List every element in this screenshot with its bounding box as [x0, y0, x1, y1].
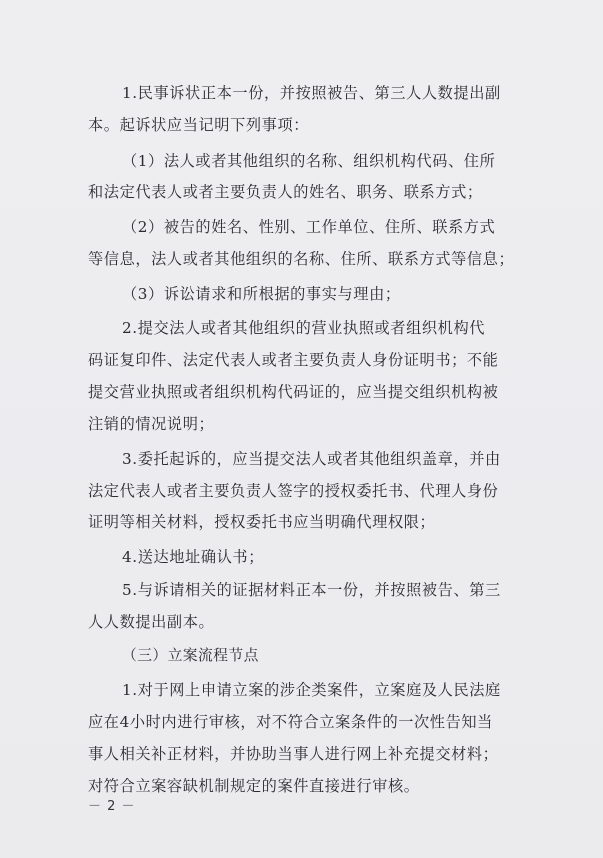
text-line: 3.委托起诉的，应当提交法人或者其他组织盖章，并由: [122, 450, 501, 468]
text-line: 5.与诉请相关的证据材料正本一份，并按照被告、第三: [122, 581, 501, 599]
section-heading: （三）立案流程节点: [122, 647, 259, 664]
text-line: 应在4小时内进行审核，对不符合立案条件的一次性告知当: [88, 713, 493, 731]
text-line: （3）诉讼请求和所根据的事实与理由；: [122, 285, 401, 303]
text-line: 1.民事诉状正本一份，并按照被告、第三人人数提出副: [122, 84, 501, 102]
text-line: 对符合立案容缺机制规定的案件直接进行审核。: [88, 777, 420, 795]
text-line: 法定代表人或者主要负责人签字的授权委托书、代理人身份: [88, 482, 499, 500]
text-line: 本。起诉状应当记明下列事项：: [88, 116, 310, 134]
text-line: 4.送达地址确认书；: [122, 548, 264, 566]
text-line: 等信息，法人或者其他组织的名称、住所、联系方式等信息；: [88, 250, 515, 268]
text-line: （2）被告的姓名、性别、工作单位、住所、联系方式: [122, 218, 496, 236]
text-line: 证明等相关材料，授权委托书应当明确代理权限；: [88, 513, 436, 531]
text-line: 1.对于网上申请立案的涉企类案件，立案庭及人民法庭: [122, 681, 501, 699]
text-line: （1）法人或者其他组织的名称、组织机构代码、住所: [122, 152, 496, 170]
text-line: 人人数提出副本。: [88, 613, 215, 631]
text-line: 和法定代表人或者主要负责人的姓名、职务、联系方式；: [88, 183, 483, 201]
text-line: 事人相关补正材料，并协助当事人进行网上补充提交材料；: [88, 745, 499, 763]
text-line: 码证复印件、法定代表人或者主要负责人身份证明书；不能: [88, 351, 499, 369]
text-line: 注销的情况说明；: [88, 415, 215, 433]
page-number: － 2 －: [88, 799, 136, 814]
text-line: 提交营业执照或者组织机构代码证的，应当提交组织机构被: [88, 383, 499, 401]
text-line: 2.提交法人或者其他组织的营业执照或者组织机构代: [122, 319, 486, 337]
